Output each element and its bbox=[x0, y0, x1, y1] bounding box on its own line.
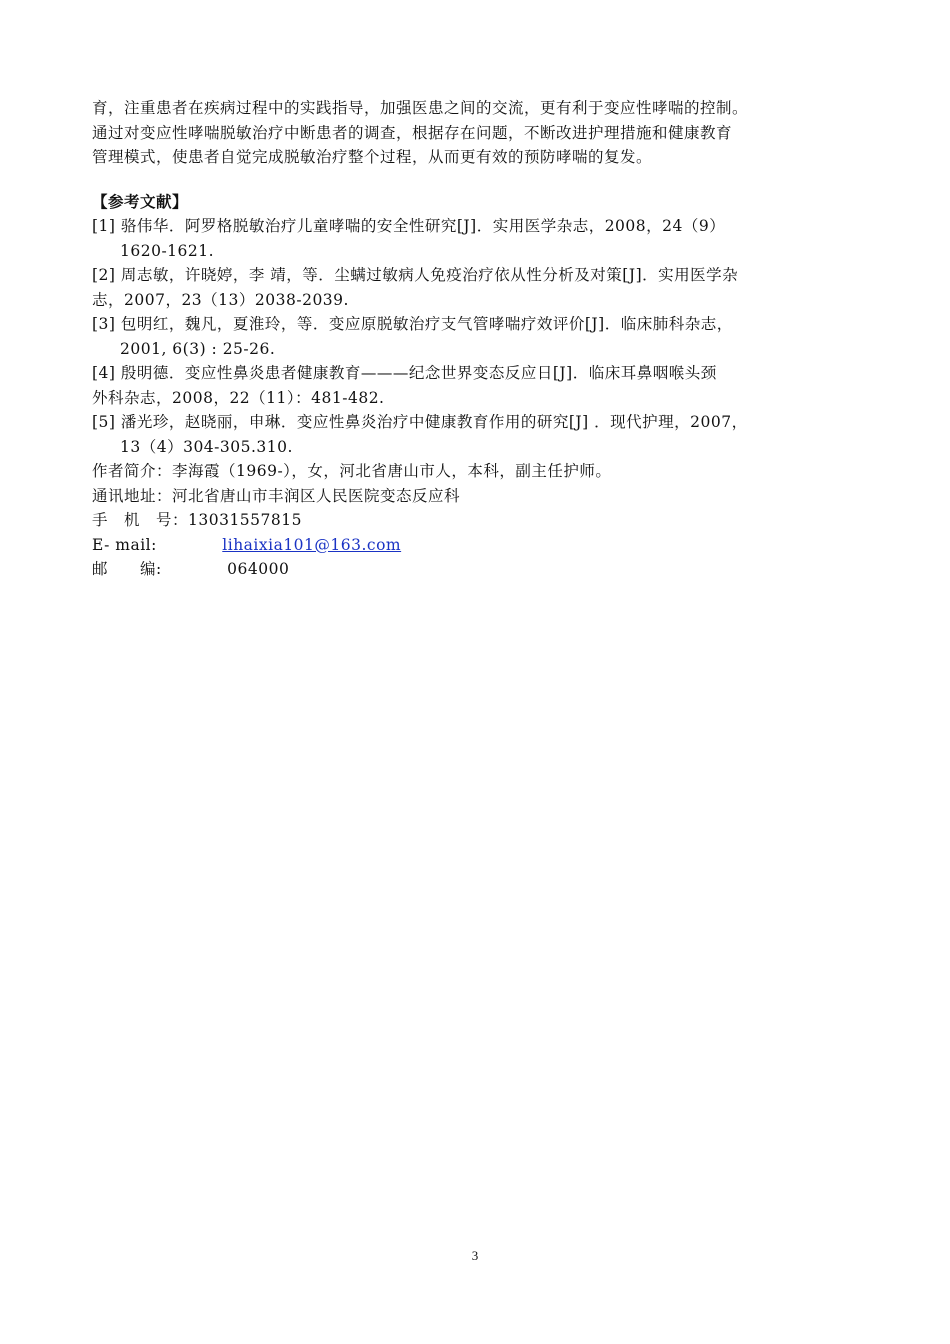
reference-line: 1620-1621. bbox=[120, 241, 215, 260]
reference-item bbox=[92, 410, 864, 459]
body-line: 育，注重患者在疾病过程中的实践指导，加强医患之间的交流，更有利于变应性哮喘的控制。 bbox=[92, 99, 749, 117]
postcode-value: 064000 bbox=[227, 560, 290, 578]
mailing-address: 通讯地址：河北省唐山市丰润区人民医院变态反应科 bbox=[92, 486, 461, 505]
body-line: 通过对变应性哮喘脱敏治疗中断患者的调查，根据存在问题，不断改进护理措施和健康教育 bbox=[92, 123, 733, 142]
postcode-row bbox=[92, 557, 864, 582]
reference-line: 13（4）304-305.310. bbox=[120, 437, 293, 456]
reference-line: [4] 殷明德．变应性鼻炎患者健康教育———纪念世界变态反应日[J]．临床耳鼻咽喉头颈 bbox=[92, 364, 717, 382]
reference-line: [1] 骆伟华．阿罗格脱敏治疗儿童哮喘的安全性研究[J]．实用医学杂志，2008，24（9） bbox=[92, 217, 726, 235]
reference-line: [2] 周志敏，许晓婷，李 靖，等．尘螨过敏病人免疫治疗依从性分析及对策[J]．实用医学杂 bbox=[92, 266, 739, 284]
author-intro: 作者简介：李海霞（1969-），女，河北省唐山市人，本科，副主任护师。 bbox=[92, 462, 612, 480]
reference-list bbox=[92, 214, 864, 459]
body-line: 管理模式，使患者自觉完成脱敏治疗整个过程，从而更有效的预防哮喘的复发。 bbox=[92, 148, 653, 166]
reference-line: 2001, 6(3) : 25-26. bbox=[120, 339, 276, 358]
reference-line: [5] 潘光珍，赵晓丽，申琳．变应性鼻炎治疗中健康教育作用的研究[J] ．现代护理，2007， bbox=[92, 413, 748, 431]
reference-item bbox=[92, 214, 864, 263]
page-number: 3 bbox=[471, 1248, 479, 1263]
references-heading: 【参考文献】 bbox=[92, 191, 189, 211]
reference-line: 外科杂志，2008，22（11）：481-482. bbox=[92, 388, 385, 407]
reference-line: 志，2007，23（13）2038-2039. bbox=[92, 290, 349, 309]
reference-line: [3] 包明红，魏凡，夏淮玲，等．变应原脱敏治疗支气管哮喘疗效评价[J]．临床肺科杂志， bbox=[92, 315, 733, 333]
email-row bbox=[92, 533, 864, 558]
body-paragraph bbox=[92, 96, 864, 170]
postcode-label: 邮 编: bbox=[92, 560, 162, 578]
email-link[interactable]: lihaixia101@163.com bbox=[222, 535, 402, 554]
phone-number: 手 机 号：13031557815 bbox=[92, 511, 302, 529]
reference-item bbox=[92, 361, 864, 410]
author-info bbox=[92, 459, 864, 582]
page-content bbox=[92, 96, 864, 582]
email-label: E- mail: bbox=[92, 535, 157, 554]
reference-item bbox=[92, 312, 864, 361]
reference-item bbox=[92, 263, 864, 312]
